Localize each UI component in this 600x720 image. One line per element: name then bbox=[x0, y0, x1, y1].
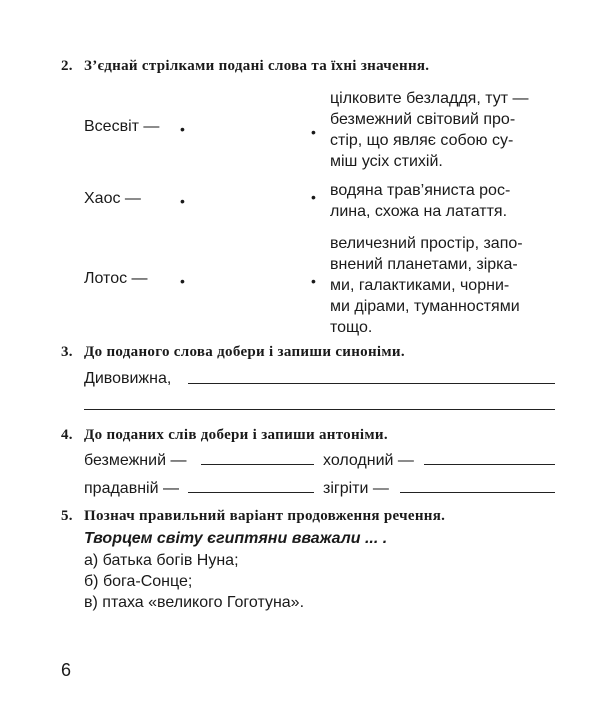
task-3-number: 3. bbox=[61, 344, 73, 360]
meaning-line: безмежний світовий про- bbox=[330, 111, 516, 128]
synonym-answer-line-2[interactable] bbox=[84, 409, 555, 410]
meaning-1 bbox=[330, 88, 556, 172]
connector-dot-left[interactable]: • bbox=[180, 121, 185, 137]
antonym-word: безмежний — bbox=[84, 452, 187, 469]
meaning-line: цілковите безладдя, тут — bbox=[330, 90, 529, 107]
antonym-answer-line[interactable] bbox=[201, 464, 314, 465]
task-5-number: 5. bbox=[61, 508, 73, 524]
meaning-3 bbox=[330, 233, 556, 338]
word-lotos: Лотос — bbox=[84, 270, 148, 287]
connector-dot-left[interactable]: • bbox=[180, 193, 185, 209]
meaning-line: ми дірами, туманностями bbox=[330, 298, 520, 315]
meaning-2 bbox=[330, 180, 556, 222]
meaning-line: внений планетами, зірка- bbox=[330, 256, 518, 273]
page-number: 6 bbox=[61, 660, 72, 680]
meaning-line: тощо. bbox=[330, 319, 373, 336]
antonym-answer-line[interactable] bbox=[424, 464, 555, 465]
antonym-word: прадавній — bbox=[84, 480, 179, 497]
task-4-number: 4. bbox=[61, 427, 73, 443]
task-2-number: 2. bbox=[61, 58, 73, 74]
antonym-word: холодний — bbox=[323, 452, 414, 469]
connector-dot-left[interactable]: • bbox=[180, 273, 185, 289]
meaning-line: величезний простір, запо- bbox=[330, 235, 523, 252]
task-2-instruction: З’єднай стрілками подані слова та їхні значення. bbox=[84, 58, 430, 74]
synonym-word: Дивовижна, bbox=[84, 370, 172, 387]
connector-dot-right[interactable]: • bbox=[311, 189, 316, 205]
connector-dot-right[interactable]: • bbox=[311, 273, 316, 289]
antonym-word: зігріти — bbox=[323, 480, 389, 497]
word-khaos: Хаос — bbox=[84, 190, 141, 207]
word-vsesvit: Всесвіт — bbox=[84, 118, 160, 135]
meaning-line: лина, схожа на латаття. bbox=[330, 203, 508, 220]
meaning-line: міш усіх стихій. bbox=[330, 153, 443, 170]
antonym-answer-line[interactable] bbox=[188, 492, 314, 493]
task-3-instruction: До поданого слова добери і запиши синоніми. bbox=[84, 344, 405, 360]
connector-dot-right[interactable]: • bbox=[311, 124, 316, 140]
synonym-answer-line[interactable] bbox=[188, 383, 555, 384]
task-5-prompt: Творцем світу єгиптяни вважали ... . bbox=[84, 530, 388, 547]
task-5-instruction: Познач правильний варіант продовження речення. bbox=[84, 508, 446, 524]
option-c[interactable]: в) птаха «великого Гоготуна». bbox=[84, 594, 305, 611]
task-4-instruction: До поданих слів добери і запиши антоніми. bbox=[84, 427, 388, 443]
meaning-line: ми, галактиками, чорни- bbox=[330, 277, 510, 294]
meaning-line: стір, що являє собою су- bbox=[330, 132, 514, 149]
antonym-answer-line[interactable] bbox=[400, 492, 555, 493]
option-a[interactable]: а) батька богів Нуна; bbox=[84, 552, 239, 569]
meaning-line: водяна трав’яниста рос- bbox=[330, 182, 511, 199]
option-b[interactable]: б) бога-Сонце; bbox=[84, 573, 193, 590]
